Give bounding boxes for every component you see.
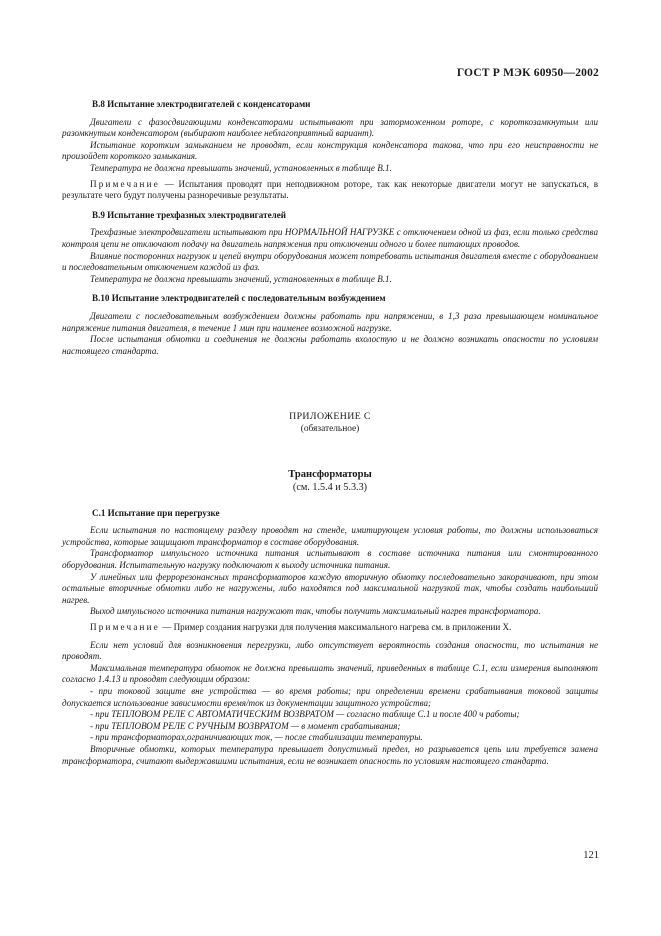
paragraph: Выход импульсного источника питания нагружают так, чтобы получить максимальный нагрев трансформатора. [90,606,541,617]
paragraph: Вторичные обмотки, которых температура превышает допустимый предел, но разрывается цепь или требуется замена трансформатора, считают выдержавшими испытания, если не возникает опасность по условиям настоящего стандарта. [62,743,598,766]
appendix-subtitle: (обязательное) [300,423,360,434]
section-b9 [62,210,598,286]
document-header: ГОСТ Р МЭК 60950—2002 [456,67,599,79]
note-text: — Испытания проводят при неподвижном роторе, так как некоторые двигатели могут не запускаться, в результате чего будут получены разноречивые результаты. [62,178,598,201]
list-item: - при токовой защите вне устройства — во время работы; при определении времени срабатывания токовой защиты допускается использование зависимости время/ток из документации защитного устройства; [62,685,598,708]
paragraph: Трансформатор импульсного источника питания испытывают в составе источника питания или смонтированного оборудования. Испытательную нагрузку подключают к выходу источника питания. [62,548,598,571]
section-b8 [62,99,598,202]
list-item: - при ТЕПЛОВОМ РЕЛЕ С АВТОМАТИЧЕСКИМ ВОЗВРАТОМ — согласно таблице С.1 и после 400 ч работы; [90,709,520,720]
appendix-heading [62,411,598,493]
page-number: 121 [583,850,599,861]
paragraph: Влияние посторонних нагрузок и цепей внутри оборудования может потребовать испытания двигателя вместе с оборудованием и последовательным отключением каждой из фаз. [62,250,598,273]
paragraph: Если нет условий для возникновения перегрузки, либо отсутствует вероятность создания опасности, то испытания не проводят. [62,639,598,662]
note [62,179,598,202]
appendix-title: ПРИЛОЖЕНИЕ С [289,411,371,423]
paragraph: Испытание коротким замыканием не проводят, если конструкция конденсатора такова, что при его неисправности не произойдет короткого замыкания. [62,139,598,162]
list-item: - при ТЕПЛОВОМ РЕЛЕ С РУЧНЫМ ВОЗВРАТОМ — в момент срабатывания; [90,720,401,731]
appendix-reference: (см. 1.5.4 и 5.3.3) [292,482,368,494]
paragraph: Двигатели с фазосдвигающими конденсаторами испытывают при заторможенном роторе, с короткозамкнутым или разомкнутым конденсатором (выбирают наиболее неблагоприятный вариант). [62,116,598,139]
list-item: - при трансформаторах,ограничивающих ток, — после стабилизации температуры. [90,732,423,743]
paragraph: У линейных или феррорезонансных трансформаторов каждую вторичную обмотку последовательно закорачивают, при этом остальные вторичные обмотки либо не нагружены, либо находятся под максимальной нагрузкой так, чтобы создать наибольший нагрев. [62,571,598,605]
paragraph: Максимальная температура обмоток не должна превышать значений, приведенных в таблице С.1, если измерения выполняют согласно 1.4.13 и проводят следующим образом: [62,662,598,685]
paragraph: Трехфазные электродвигатели испытывают при НОРМАЛЬНОЙ НАГРУЗКЕ с отключением одной из фаз, если только средства контроля цепи не отключают подачу на двигатель напряжения при отключении одного и более питающих проводов. [62,227,598,249]
note [62,622,598,634]
page-content [62,99,598,775]
section-c1 [62,508,598,767]
section-heading: В.8 Испытание электродвигателей с конденсаторами [92,99,311,109]
section-heading: С.1 Испытание при перегрузке [92,507,220,518]
paragraph: Двигатели с последовательным возбуждением должны работать при напряжении, в 1,3 раза превышающем номинальное напряжение питания двигателя, в течение 1 мин при наименее возможной нагрузке. [62,310,598,333]
paragraph: После испытания обмотки и соединения не должны работать вхолостую и не должно возникать опасности по условиям настоящего стандарта. [62,334,598,356]
appendix-name: Трансформаторы [288,469,372,481]
section-b10 [62,293,598,357]
paragraph: Температура не должна превышать значений, установленных в таблице В.1. [90,273,392,284]
note-text: — Пример создания нагрузки для получения максимального нагрева см. в приложении X. [159,622,512,632]
section-heading: В.9 Испытание трехфазных электродвигателей [92,209,287,220]
paragraph: Температура не должна превышать значений, установленных в таблице В.1. [90,162,392,173]
section-heading: В.10 Испытание электродвигателей с последовательным возбуждением [92,293,386,304]
paragraph: Если испытания по настоящему разделу проводят на стенде, имитирующем условия работы, то должны использоваться устройства, которые защищают трансформатор в составе оборудования. [62,525,598,547]
note-label: Примечание [90,622,160,632]
note-label: Примечание [90,178,160,189]
